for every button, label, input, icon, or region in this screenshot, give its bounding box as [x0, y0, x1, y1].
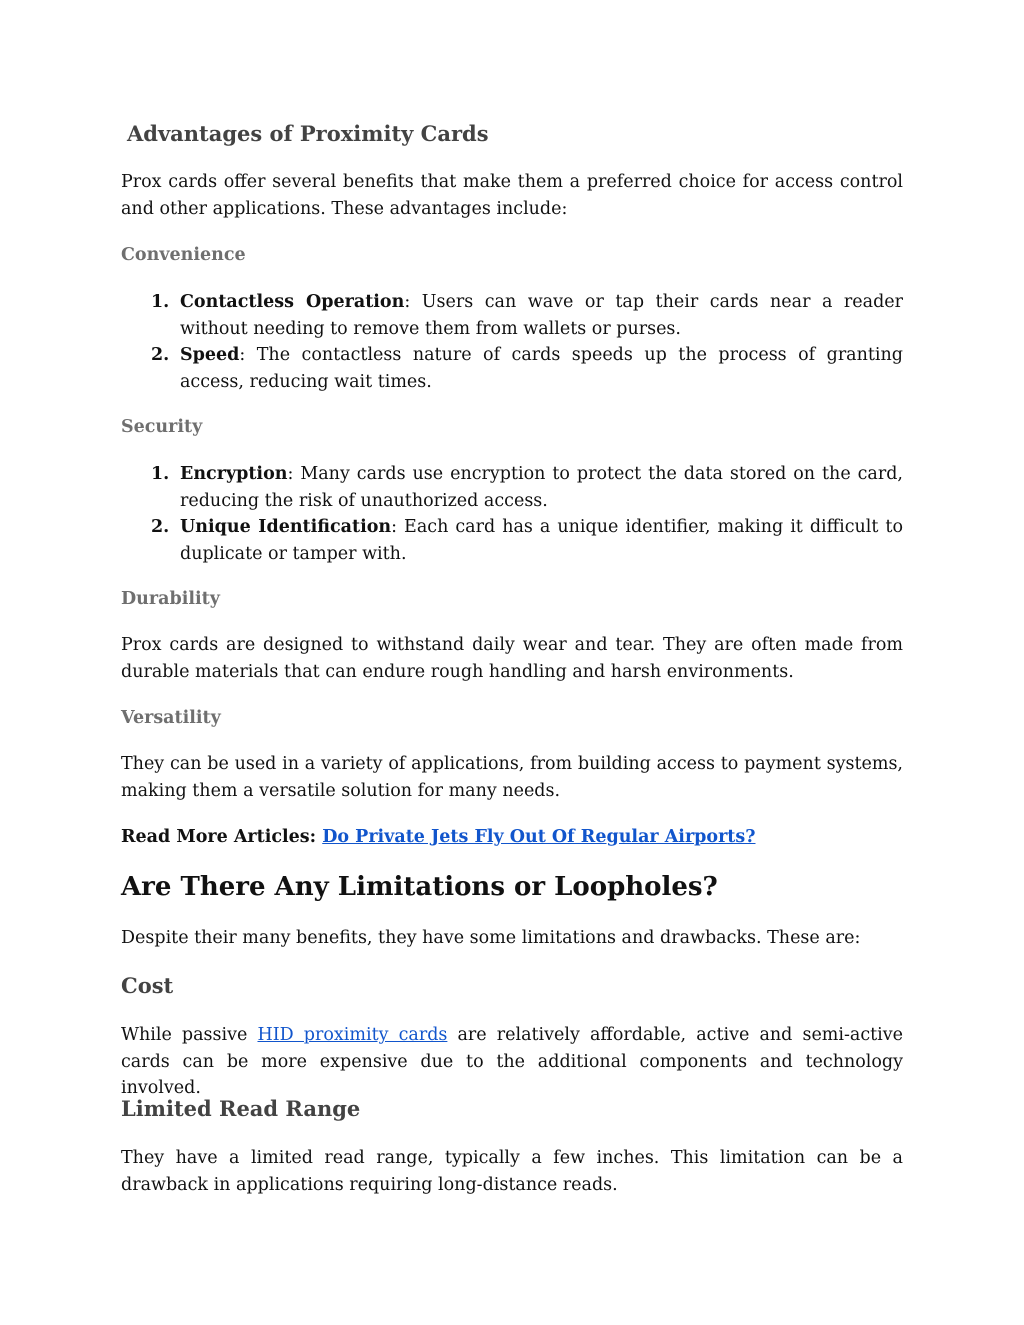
cost-text-before: While passive [121, 1025, 258, 1045]
read-more-link[interactable]: Do Private Jets Fly Out Of Regular Airports? [322, 827, 756, 847]
list-text: : Many cards use encryption to protect the data stored on the card, reducing the risk of unauthorized access. [180, 464, 903, 511]
list-text: : The contactless nature of cards speeds up the process of granting access, reducing wait times. [180, 345, 903, 392]
convenience-list [121, 289, 903, 395]
list-item [121, 514, 903, 567]
cost-text-after: are relatively affordable, active and semi-active cards can be more expensive due to the additional components and technology involved. [121, 1025, 904, 1098]
security-list [121, 461, 903, 567]
durability-heading: Durability [121, 589, 220, 609]
list-item [121, 461, 903, 514]
list-term: Speed [180, 345, 240, 365]
hid-proximity-cards-link[interactable]: HID proximity cards [257, 1025, 448, 1045]
limitations-intro: Despite their many benefits, they have some limitations and drawbacks. These are: [121, 928, 861, 948]
list-term: Contactless Operation [180, 292, 405, 312]
advantages-heading: Advantages of Proximity Cards [127, 121, 489, 146]
list-term: Encryption [180, 464, 288, 484]
read-more-label: Read More Articles: [121, 827, 317, 847]
limitations-heading: Are There Any Limitations or Loopholes? [121, 872, 718, 902]
list-term: Unique Identification [180, 517, 392, 537]
read-range-text: They have a limited read range, typically a few inches. This limitation can be a drawback in applications requiring long-distance reads. [121, 1148, 903, 1195]
security-heading: Security [121, 417, 203, 437]
list-item [121, 342, 903, 395]
cost-text [121, 1022, 903, 1102]
list-text: : Each card has a unique identifier, making it difficult to duplicate or tamper with. [180, 517, 903, 564]
list-number: 1. [151, 292, 170, 312]
list-number: 2. [151, 517, 170, 537]
versatility-text: They can be used in a variety of applications, from building access to payment systems, making them a versatile solution for many needs. [121, 754, 903, 801]
read-range-heading: Limited Read Range [121, 1096, 361, 1121]
durability-text: Prox cards are designed to withstand daily wear and tear. They are often made from durable materials that can endure rough handling and harsh environments. [121, 635, 903, 682]
convenience-heading: Convenience [121, 245, 246, 265]
cost-heading: Cost [121, 973, 174, 998]
list-number: 1. [151, 464, 170, 484]
read-more [121, 824, 903, 850]
versatility-heading: Versatility [121, 708, 221, 728]
advantages-intro: Prox cards offer several benefits that make them a preferred choice for access control and other applications. These advantages include: [121, 172, 903, 219]
list-item [121, 289, 903, 342]
list-number: 2. [151, 345, 170, 365]
list-text: : Users can wave or tap their cards near a reader without needing to remove them from wallets or purses. [180, 292, 904, 339]
